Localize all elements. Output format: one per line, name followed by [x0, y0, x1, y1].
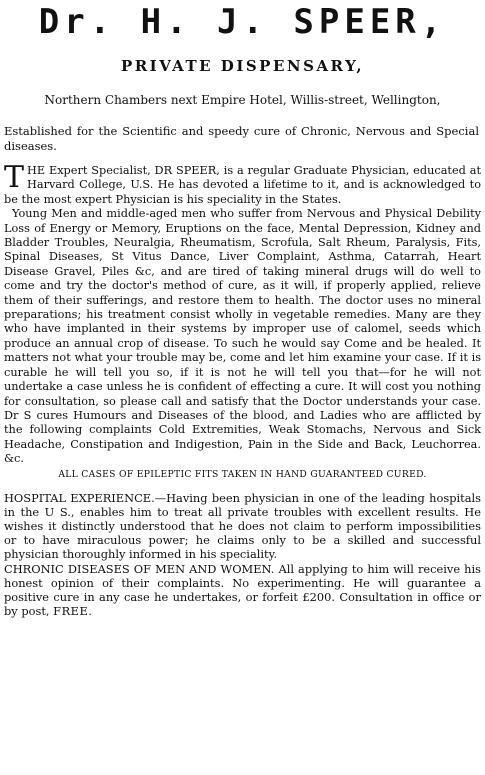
epileptic-guarantee-line: ALL CASES OF EPILEPTIC FITS TAKEN IN HAND GUARANTEED CURED. [58, 468, 427, 480]
address-line: Northern Chambers next Empire Hotel, Willis-street, Wellington, [44, 93, 441, 107]
free-consultation-text: FREE. [53, 604, 93, 619]
young-men-paragraph: Young Men and middle-aged men who suffer from Nervous and Physical Debility Loss of Energy or Memory, Eruptions on the face, Mental Depression, Kidney and Bladder Troubles, Neuralgia, Rheumatism, Scrofula, Salt Rheum, Paralysis, Fits, Spinal Diseases, St Vitus Dance, Liver Complaint, Asthma, Catarrah, Heart Disease Gravel, Piles &c, and are tired of taking mineral drugs will do well to come and try the doctor's method of cure, as it will, if properly applied, relieve them of their sufferings, and restore them to health. The doctor uses no mineral preparations; his treatment consist wholly in vegetable remedies. Many are they who have implanted in their systems by improper use of calomel, seeds which produce an annual crop of disease. To such he would say Come and be healed. It matters not what your trouble may be, come and let him examine your case. If it is curable he will tell you so, if it is not he will tell you that—for he will not undertake a case unless he is confident of effecting a cure. It will cost you nothing for consultation, so please call and satisfy that the Doctor understands your case. Dr S cures Humours and Diseases of the blood, and Ladies who are afflicted by the following complaints Cold Extremities, Weak Stomachs, Nervous and Sick Headache, Constipation and Indigestion, Pain in the Side and Back, Leuchorrea. &c. [4, 207, 481, 466]
intro-text: HE Expert Specialist, DR SPEER, is a regular Graduate Physician, educated at Harvard College, U.S. He has devoted a lifetime to it, and is acknowledged to be the most expert Physician is his speciality in the States. [4, 164, 481, 206]
dispensary-subtitle: PRIVATE DISPENSARY, [120, 57, 365, 75]
chronic-diseases-lead: CHRONIC DISEASES OF MEN AND WOMEN. [4, 561, 275, 576]
hospital-experience-lead: HOSPITAL EXPERIENCE. [4, 490, 155, 505]
chronic-diseases-text: All applying to him will receive his honest opinion of their complaints. No experimenting. He will guarantee a positive cure in any case he undertakes, or forfeit £200. Consultation in office or by post, [4, 561, 481, 619]
hospital-experience-text: —Having been physician in one of the leading hospitals in the U S., enables him to treat all private troubles with excellent results. He wishes it distinctly understood that he does not claim to perform impossibilities or to have miraculous power; he claims only to be a skilled and successful physician thoroughly informed in his speciality. [4, 490, 481, 562]
drop-cap: T [4, 160, 25, 195]
chronic-diseases-paragraph [4, 562, 481, 619]
doctor-name-heading: Dr. H. J. SPEER, [38, 2, 447, 42]
established-statement: Established for the Scientific and speedy cure of Chronic, Nervous and Special diseases. [4, 124, 479, 153]
hospital-experience-paragraph [4, 491, 481, 562]
intro-paragraph [4, 160, 481, 207]
